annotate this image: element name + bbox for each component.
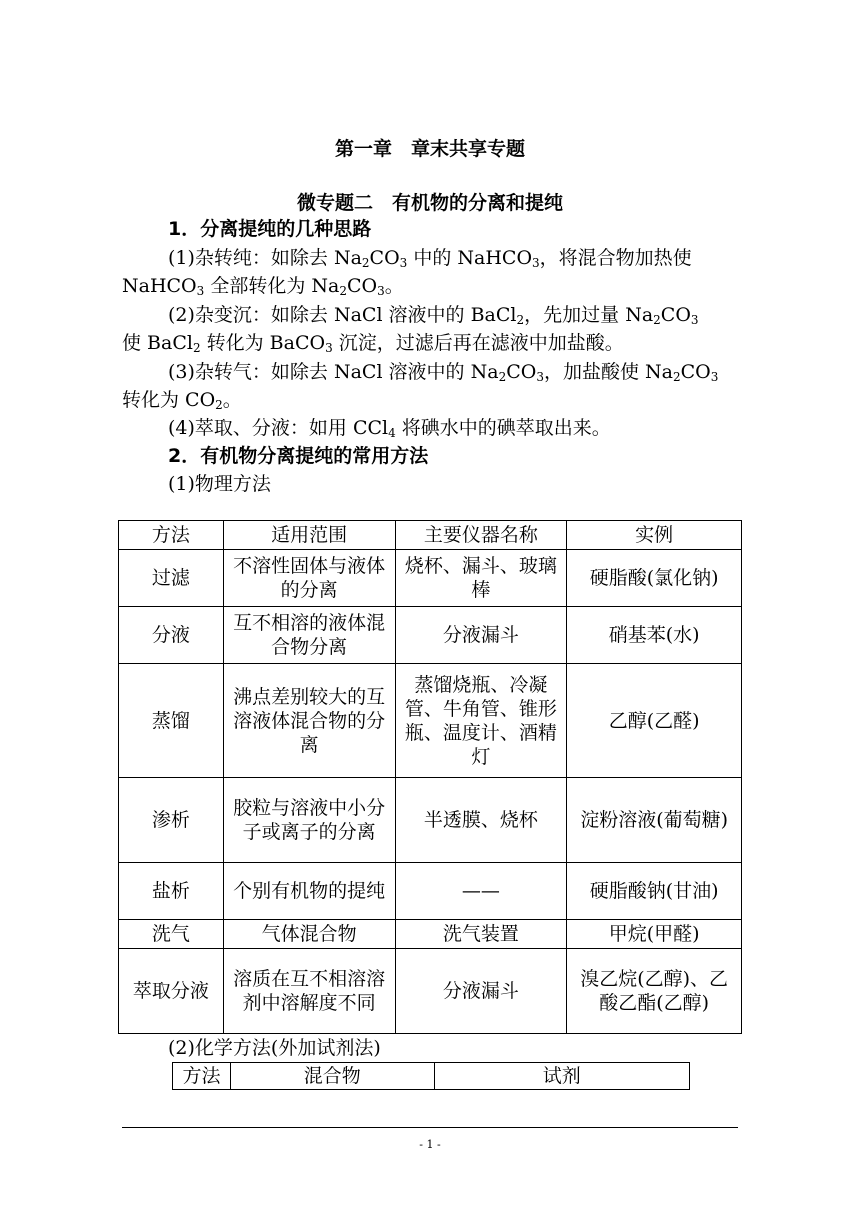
scope-cell: 不溶性固体与液体的分离 xyxy=(223,550,395,607)
chemical-methods-table xyxy=(172,1062,690,1090)
table-header-row xyxy=(173,1063,690,1090)
scope-cell: 胶粒与溶液中小分子或离子的分离 xyxy=(223,778,395,863)
header-cell: 方法 xyxy=(119,521,224,550)
table-row xyxy=(119,664,742,778)
para-3-line-1: (3)杂转气：如除去 NaCl 溶液中的 $Na_2CO_3$，加盐酸使 $Na_2CO_3$ xyxy=(168,361,719,384)
example-cell: 硝基苯(水) xyxy=(567,607,742,664)
table-row xyxy=(119,920,742,949)
section-title: 微专题二 有机物的分离和提纯 xyxy=(296,192,563,214)
example-cell: 硬脂酸钠(甘油) xyxy=(567,863,742,920)
example-cell: 甲烷(甲醛) xyxy=(567,920,742,949)
example-cell: 淀粉溶液(葡萄糖) xyxy=(567,778,742,863)
physical-methods-table xyxy=(118,520,742,1034)
method-cell: 萃取分液 xyxy=(119,949,224,1034)
table-row xyxy=(119,607,742,664)
heading-2: 2．有机物分离提纯的常用方法 xyxy=(168,445,429,467)
method-cell: 渗析 xyxy=(119,778,224,863)
table-row xyxy=(119,778,742,863)
method-cell: 盐析 xyxy=(119,863,224,920)
para-3-line-2: 转化为 $CO_2$。 xyxy=(122,389,242,412)
scope-cell: 气体混合物 xyxy=(223,920,395,949)
apparatus-cell: —— xyxy=(395,863,567,920)
example-cell: 乙醇(乙醛) xyxy=(567,664,742,778)
footer-divider xyxy=(122,1127,738,1128)
table-row xyxy=(119,550,742,607)
method-cell: 分液 xyxy=(119,607,224,664)
example-cell: 硬脂酸(氯化钠) xyxy=(567,550,742,607)
header-cell: 主要仪器名称 xyxy=(395,521,567,550)
method-cell: 蒸馏 xyxy=(119,664,224,778)
header-cell: 适用范围 xyxy=(223,521,395,550)
table-header-row xyxy=(119,521,742,550)
header-cell: 方法 xyxy=(173,1063,231,1090)
table-row xyxy=(119,949,742,1034)
para-4: (4)萃取、分液：如用 CCl$_4$ 将碘水中的碘萃取出来。 xyxy=(168,417,611,440)
header-cell: 试剂 xyxy=(434,1063,690,1090)
header-cell: 混合物 xyxy=(230,1063,434,1090)
apparatus-cell: 洗气装置 xyxy=(395,920,567,949)
scope-cell: 溶质在互不相溶溶剂中溶解度不同 xyxy=(223,949,395,1034)
scope-cell: 沸点差别较大的互溶液体混合物的分离 xyxy=(223,664,395,778)
scope-cell: 互不相溶的液体混合物分离 xyxy=(223,607,395,664)
apparatus-cell: 蒸馏烧瓶、冷凝管、牛角管、锥形瓶、温度计、酒精灯 xyxy=(395,664,567,778)
header-cell: 实例 xyxy=(567,521,742,550)
apparatus-cell: 分液漏斗 xyxy=(395,949,567,1034)
page-number: - 1 - xyxy=(419,1138,441,1151)
para-1-line-2: NaHCO$_3$ 全部转化为 $Na_2CO_3$。 xyxy=(122,275,404,298)
para-2-line-1: (2)杂变沉：如除去 NaCl 溶液中的 BaCl$_2$，先加过量 $Na_2CO_3$ xyxy=(168,304,699,327)
heading-4: (2)化学方法(外加试剂法) xyxy=(168,1037,381,1059)
apparatus-cell: 烧杯、漏斗、玻璃棒 xyxy=(395,550,567,607)
method-cell: 洗气 xyxy=(119,920,224,949)
example-cell: 溴乙烷(乙醇)、乙酸乙酯(乙醇) xyxy=(567,949,742,1034)
heading-3: (1)物理方法 xyxy=(168,473,271,495)
para-2-line-2: 使 BaCl$_2$ 转化为 BaCO$_3$ 沉淀，过滤后再在滤液中加盐酸。 xyxy=(122,332,624,355)
table-row xyxy=(119,863,742,920)
chapter-title: 第一章 章末共享专题 xyxy=(334,138,525,160)
heading-1: 1．分离提纯的几种思路 xyxy=(168,218,372,240)
scope-cell: 个别有机物的提纯 xyxy=(223,863,395,920)
para-1-line-1: (1)杂转纯：如除去 $Na_2CO_3$ 中的 NaHCO$_3$，将混合物加热使 xyxy=(168,247,692,270)
method-cell: 过滤 xyxy=(119,550,224,607)
apparatus-cell: 半透膜、烧杯 xyxy=(395,778,567,863)
apparatus-cell: 分液漏斗 xyxy=(395,607,567,664)
